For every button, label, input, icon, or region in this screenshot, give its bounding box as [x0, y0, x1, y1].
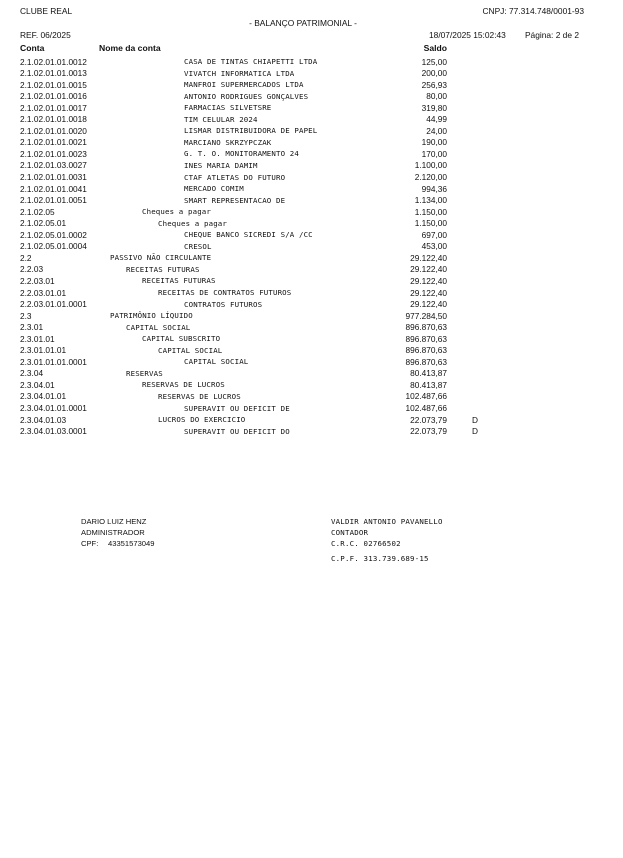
debit-credit-flag: D	[472, 414, 478, 425]
column-header-name: Nome da conta	[99, 43, 161, 53]
table-row	[0, 184, 623, 196]
account-name: SMART REPRESENTACAO DE	[184, 195, 286, 205]
account-balance: 44,99	[426, 114, 447, 125]
table-row	[0, 68, 623, 80]
account-code: 2.2.03.01	[20, 275, 55, 286]
account-name: Cheques a pagar	[142, 207, 211, 217]
table-row	[0, 288, 623, 300]
signer-right-cpf: C.P.F. 313.739.689-15	[331, 554, 429, 563]
account-balance: 29.122,40	[410, 299, 447, 310]
debit-credit-flag: D	[472, 426, 478, 437]
report-datetime: 18/07/2025 15:02:43	[429, 30, 506, 40]
account-code: 2.3.04.01.03	[20, 414, 67, 425]
account-code: 2.1.02.05	[20, 206, 55, 217]
account-name: CTAF ATLETAS DO FUTURO	[184, 172, 286, 182]
account-name: MARCIANO SKRZYPCZAK	[184, 137, 272, 147]
table-row	[0, 230, 623, 242]
account-balance: 80.413,87	[410, 379, 447, 390]
table-row	[0, 426, 623, 438]
account-balance: 256,93	[421, 79, 447, 90]
column-header-balance: Saldo	[423, 43, 447, 53]
table-row	[0, 80, 623, 92]
table-row	[0, 334, 623, 346]
account-balance: 24,00	[426, 125, 447, 136]
account-code: 2.1.02.01.01.0041	[20, 183, 87, 194]
account-code: 2.2.03.01.01	[20, 287, 67, 298]
signer-left-cpf-label: CPF:	[81, 539, 99, 548]
report-title: - BALANÇO PATRIMONIAL -	[249, 18, 357, 28]
table-row	[0, 207, 623, 219]
account-balance: 977.284,50	[405, 310, 447, 321]
table-row	[0, 357, 623, 369]
account-balance: 896.870,63	[405, 333, 447, 344]
reference-period: REF. 06/2025	[20, 30, 71, 40]
account-code: 2.1.02.01.01.0051	[20, 195, 87, 206]
account-balance: 190,00	[421, 137, 447, 148]
account-code: 2.3.04.01.01	[20, 391, 67, 402]
account-name: LISMAR DISTRIBUIDORA DE PAPEL	[184, 126, 318, 136]
account-balance: 1.150,00	[414, 206, 447, 217]
account-name: RECEITAS FUTURAS	[126, 264, 200, 274]
account-name: RECEITAS FUTURAS	[142, 276, 216, 286]
account-code: 2.1.02.05.01.0002	[20, 229, 87, 240]
account-name: MANFROI SUPERMERCADOS LTDA	[184, 80, 304, 90]
account-code: 2.1.02.01.01.0015	[20, 79, 87, 90]
account-code: 2.2.03	[20, 264, 44, 275]
account-balance: 29.122,40	[410, 264, 447, 275]
signer-left-cpf-value: 43351573049	[108, 539, 155, 548]
account-name: Cheques a pagar	[158, 218, 227, 228]
table-row	[0, 345, 623, 357]
account-balance: 453,00	[421, 241, 447, 252]
table-row	[0, 368, 623, 380]
account-balance: 102.487,66	[405, 403, 447, 413]
account-name: RECEITAS DE CONTRATOS FUTUROS	[158, 288, 292, 297]
account-name: MERCADO COMIM	[184, 184, 244, 194]
account-code: 2.1.02.01.01.0013	[20, 68, 87, 79]
account-balance: 1.100,00	[414, 160, 447, 171]
table-row	[0, 137, 623, 149]
account-balance: 22.073,79	[410, 426, 447, 437]
signer-right-crc: C.R.C. 02766502	[331, 539, 401, 548]
column-header-code: Conta	[20, 43, 45, 53]
account-name: RESERVAS	[126, 368, 163, 378]
table-row	[0, 91, 623, 103]
account-code: 2.1.02.01.01.0031	[20, 172, 87, 182]
account-balance: 125,00	[421, 56, 447, 67]
account-code: 2.1.02.01.03.0027	[20, 160, 87, 171]
account-name: RESERVAS DE LUCROS	[158, 391, 241, 401]
account-name: TIM CELULAR 2024	[184, 114, 258, 124]
account-code: 2.3.04.01	[20, 379, 55, 390]
table-row	[0, 322, 623, 334]
account-code: 2.1.02.01.01.0018	[20, 114, 87, 125]
account-name: INES MARIA DAMIM	[184, 160, 258, 170]
table-row	[0, 276, 623, 288]
account-name: SUPERAVIT OU DEFICIT DE	[184, 403, 290, 413]
account-code: 2.2.03.01.01.0001	[20, 299, 87, 310]
account-name: CRESOL	[184, 241, 212, 251]
account-balance: 697,00	[421, 229, 447, 240]
account-name: CONTRATOS FUTUROS	[184, 299, 263, 309]
table-row	[0, 391, 623, 403]
account-code: 2.3	[20, 310, 32, 321]
account-balance: 80.413,87	[410, 368, 447, 379]
table-row	[0, 253, 623, 265]
table-row	[0, 114, 623, 126]
account-name: CAPITAL SOCIAL	[158, 345, 223, 355]
account-code: 2.1.02.01.01.0012	[20, 56, 87, 67]
signer-right-role: CONTADOR	[331, 528, 369, 537]
account-code: 2.1.02.01.01.0023	[20, 148, 87, 159]
account-balance: 29.122,40	[410, 275, 447, 286]
account-code: 2.1.02.01.01.0016	[20, 91, 87, 102]
account-code: 2.3.01.01.01	[20, 345, 67, 356]
account-balance: 896.870,63	[405, 345, 447, 356]
account-balance: 22.073,79	[410, 414, 447, 425]
table-row	[0, 299, 623, 311]
account-code: 2.1.02.05.01.0004	[20, 241, 87, 252]
table-row	[0, 403, 623, 415]
account-name: G. T. O. MONITORAMENTO 24	[184, 149, 299, 159]
account-name: PASSIVO NÃO CIRCULANTE	[110, 253, 212, 263]
account-balance: 170,00	[421, 148, 447, 159]
account-balance: 1.150,00	[414, 218, 447, 229]
account-balance: 319,80	[421, 102, 447, 113]
account-code: 2.3.01	[20, 322, 44, 333]
account-balance: 102.487,66	[405, 391, 447, 402]
account-balance: 200,00	[421, 68, 447, 79]
account-name: FARMACIAS SILVETSRE	[184, 103, 272, 113]
table-row	[0, 172, 623, 184]
signer-left-role: ADMINISTRADOR	[81, 528, 145, 537]
table-row	[0, 380, 623, 392]
account-name: SUPERAVIT OU DEFICIT DO	[184, 426, 290, 436]
account-code: 2.3.01.01	[20, 333, 55, 344]
table-row	[0, 311, 623, 323]
table-row	[0, 160, 623, 172]
account-balance: 994,36	[421, 183, 447, 194]
table-row	[0, 218, 623, 230]
signer-left-name: DARIO LUIZ HENZ	[81, 517, 147, 526]
table-row	[0, 57, 623, 69]
account-code: 2.3.04	[20, 368, 44, 379]
account-name: LUCROS DO EXERCICIO	[158, 415, 246, 425]
account-name: CAPITAL SOCIAL	[184, 357, 249, 367]
account-name: CASA DE TINTAS CHIAPETTI LTDA	[184, 57, 318, 66]
account-code: 2.2	[20, 252, 32, 263]
account-name: CHEQUE BANCO SICREDI S/A /CC	[184, 230, 313, 240]
account-name: RESERVAS DE LUCROS	[142, 380, 225, 390]
account-balance: 1.134,00	[414, 195, 447, 206]
account-code: 2.3.04.01.03.0001	[20, 426, 87, 437]
page-number: Página: 2 de 2	[524, 30, 579, 40]
table-row	[0, 241, 623, 253]
account-code: 2.3.01.01.01.0001	[20, 356, 87, 367]
table-row	[0, 126, 623, 138]
table-row	[0, 195, 623, 207]
account-code: 2.1.02.01.01.0021	[20, 137, 87, 148]
account-balance: 2.120,00	[414, 172, 447, 182]
account-balance: 896.870,63	[405, 356, 447, 367]
table-row	[0, 415, 623, 427]
account-balance: 29.122,40	[410, 252, 447, 263]
account-name: VIVATCH INFORMATICA LTDA	[184, 68, 295, 78]
account-name: CAPITAL SUBSCRITO	[142, 334, 221, 344]
account-balance: 896.870,63	[405, 322, 447, 333]
account-code: 2.1.02.01.01.0020	[20, 125, 87, 136]
account-name: ANTONIO RODRIGUES GONÇALVES	[184, 91, 309, 101]
company-name: CLUBE REAL	[20, 6, 73, 16]
account-balance: 80,00	[426, 91, 447, 102]
account-balance: 29.122,40	[410, 287, 447, 298]
table-row	[0, 149, 623, 161]
table-row	[0, 103, 623, 115]
account-name: PATRIMÔNIO LÍQUIDO	[110, 311, 193, 321]
signer-right-name: VALDIR ANTONIO PAVANELLO	[331, 517, 443, 526]
account-code: 2.1.02.01.01.0017	[20, 102, 87, 113]
cnpj: CNPJ: 77.314.748/0001-93	[482, 6, 584, 16]
account-name: CAPITAL SOCIAL	[126, 322, 191, 332]
table-row	[0, 264, 623, 276]
account-code: 2.1.02.05.01	[20, 218, 67, 229]
account-code: 2.3.04.01.01.0001	[20, 403, 87, 413]
